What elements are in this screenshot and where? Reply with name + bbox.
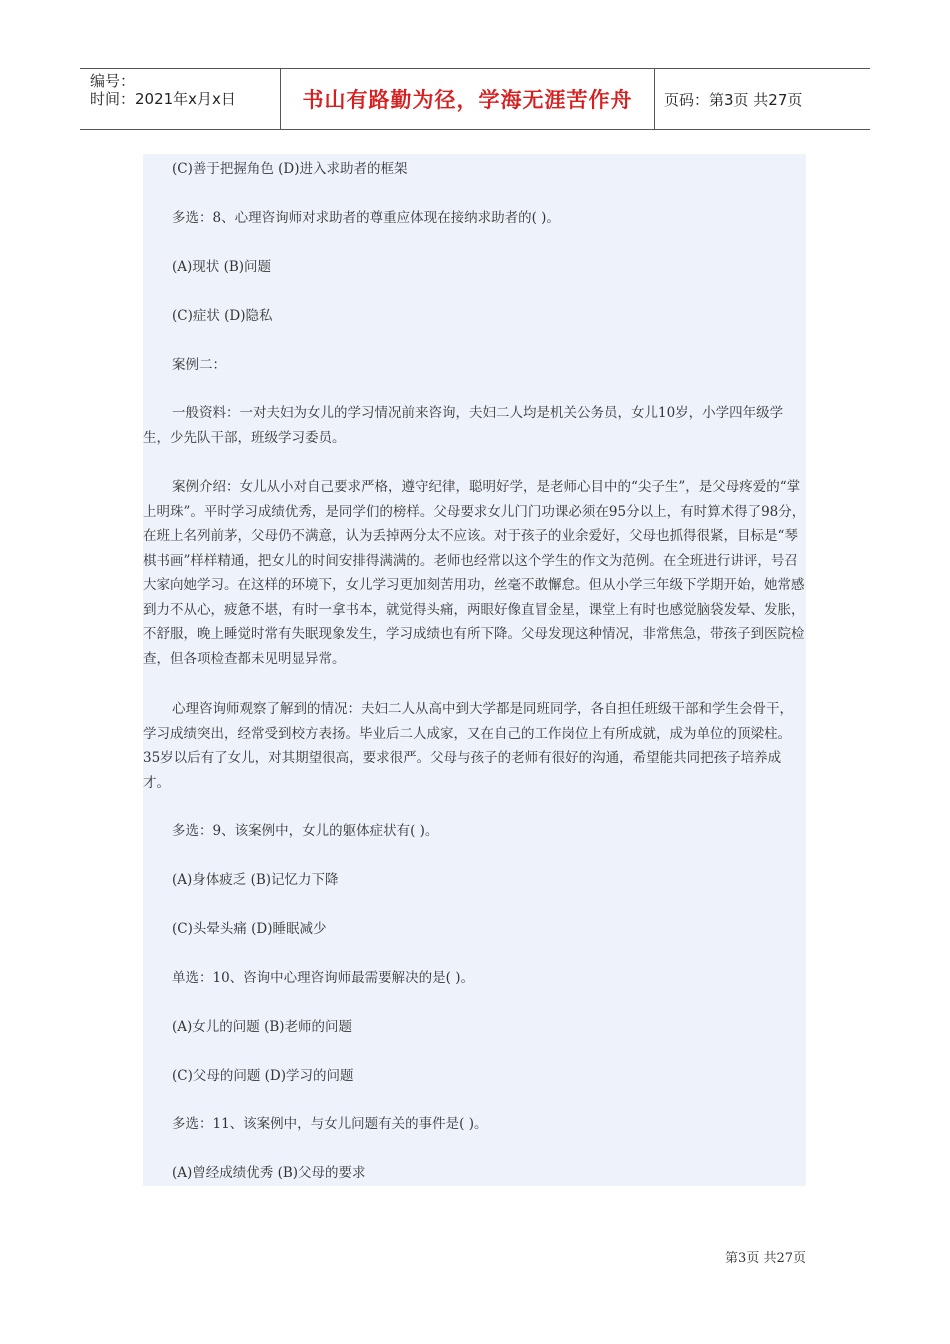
option-line: (C)症状 (D)隐私 — [172, 308, 273, 324]
header-page-number: 页码：第3页 共27页 — [664, 90, 803, 109]
option-line: (A)曾经成绩优秀 (B)父母的要求 — [172, 1165, 366, 1181]
option-line: (A)现状 (B)问题 — [172, 259, 272, 275]
option-line: (C)头晕头痛 (D)睡眠减少 — [172, 921, 327, 937]
question-line: 多选：9、该案例中，女儿的躯体症状有( )。 — [172, 823, 439, 839]
option-line: (A)身体疲乏 (B)记忆力下降 — [172, 872, 339, 888]
option-line: (C)父母的问题 (D)学习的问题 — [172, 1068, 354, 1084]
document-date-label: 时间：2021年x月x日 — [90, 90, 236, 108]
document-number-label: 编号： — [90, 72, 136, 90]
question-line: 多选：8、心理咨询师对求助者的尊重应体现在接纳求助者的( )。 — [172, 210, 560, 226]
header-motto: 书山有路勤为径，学海无涯苦作舟 — [280, 69, 655, 129]
page-header — [80, 68, 870, 130]
option-line: (C)善于把握角色 (D)进入求助者的框架 — [172, 161, 408, 177]
document-body — [143, 154, 806, 1186]
case-general-info: 一般资料：一对夫妇为女儿的学习情况前来咨询，夫妇二人均是机关公务员，女儿10岁，小学四年级学生，少先队干部，班级学习委员。 — [143, 405, 784, 446]
page-footer-number: 第3页 共27页 — [725, 1251, 806, 1266]
question-line: 单选：10、咨询中心理咨询师最需要解决的是( )。 — [172, 970, 475, 986]
section-heading: 案例二： — [172, 357, 226, 373]
case-observation: 心理咨询师观察了解到的情况：夫妇二人从高中到大学都是同班同学，各自担任班级干部和学生会骨干，学习成绩突出，经常受到校方表扬。毕业后二人成家，又在自己的工作岗位上有所成就，成为单位的顶梁柱。35岁以后有了女儿，对其期望很高，要求很严。父母与孩子的老师有很好的沟通，希望能共同把孩子培养成才。 — [143, 701, 793, 791]
case-introduction: 案例介绍：女儿从小对自己要求严格，遵守纪律，聪明好学，是老师心目中的“尖子生”，是父母疼爱的“掌上明珠”。平时学习成绩优秀，是同学们的榜样。父母要求女儿门门功课必须在95分以上，有时算术得了98分，在班上名列前茅，父母仍不满意，认为丢掉两分太不应该。对于孩子的业余爱好，父母也抓得很紧，目标是“琴棋书画”样样精通，把女儿的时间安排得满满的。老师也经常以这个学生的作文为范例。在全班进行讲评，号召大家向她学习。在这样的环境下，女儿学习更加刻苦用功，丝毫不敢懈怠。但从小学三年级下学期开始，她常感到力不从心，疲惫不堪，有时一拿书本，就觉得头痛，两眼好像直冒金星，课堂上有时也感觉脑袋发晕、发胀，不舒服，晚上睡觉时常有失眠现象发生，学习成绩也有所下降。父母发现这种情况，非常焦急，带孩子到医院检查，但各项检查都未见明显异常。 — [143, 479, 806, 667]
question-line: 多选：11、该案例中，与女儿问题有关的事件是( )。 — [172, 1116, 488, 1132]
header-meta — [80, 69, 280, 132]
option-line: (A)女儿的问题 (B)老师的问题 — [172, 1019, 353, 1035]
